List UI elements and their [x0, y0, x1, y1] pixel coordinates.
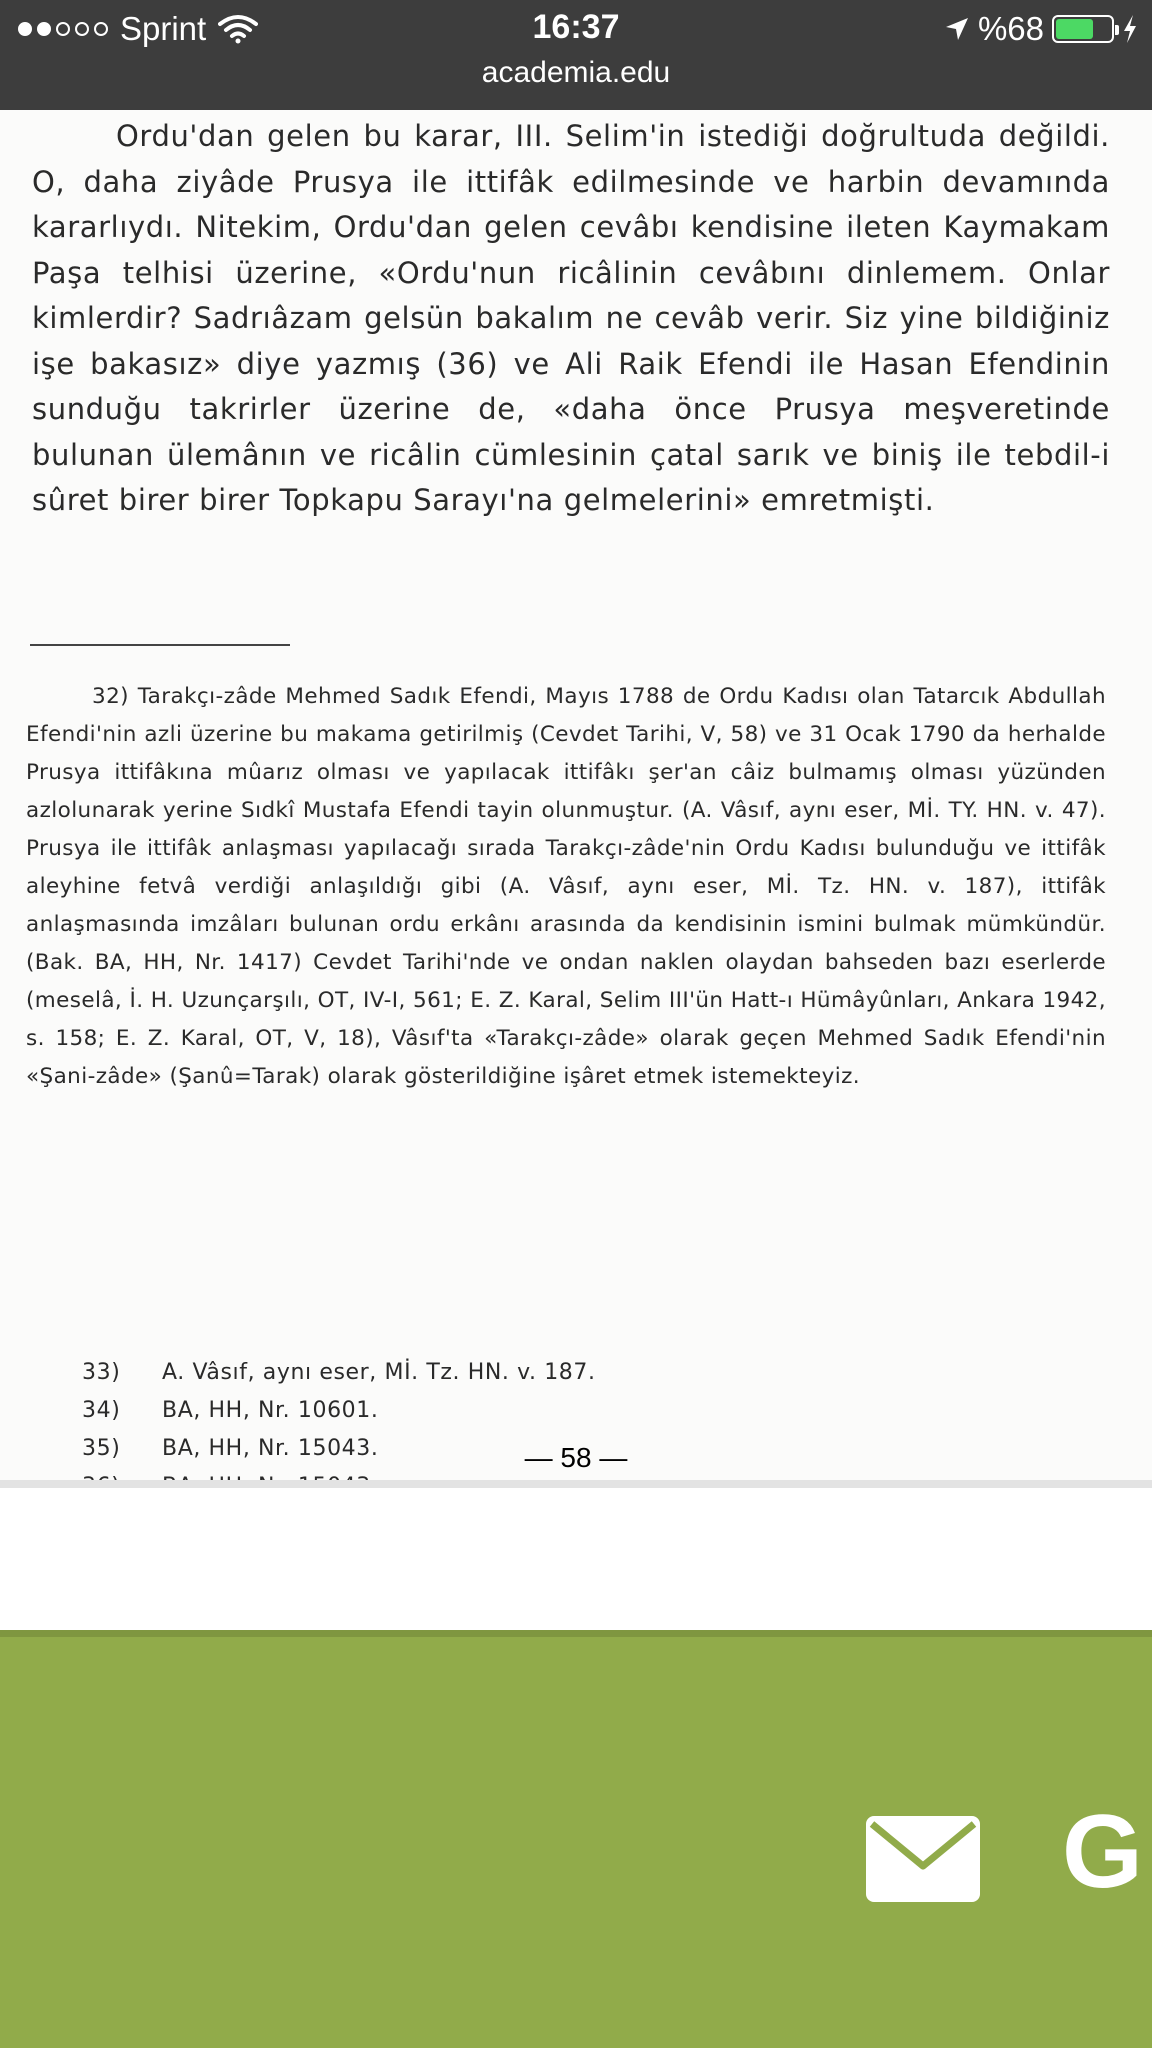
clock: 16:37 [532, 8, 620, 46]
footnote-number: 33) [82, 1360, 121, 1385]
page-number: — 58 — [524, 1442, 628, 1473]
footnote-32: 32) Tarakçı-zâde Mehmed Sadık Efendi, Mayıs 1788 de Ordu Kadısı olan Tatarcık Abdullah Efendi'nin azli üzerine bu makama getirilmiş (Cevdet Tarihi, V, 58) ve 31 Ocak 1790 da herhalde Prusya ittifâkına mûarız olması ve yapılacak ittifâkı şer'an câiz bulmamış olması yüzünden azlolunarak yerine Sıdkî Mustafa Efendi tayin olunmuştur. (A. Vâsıf, aynı eser, Mİ. TY. HN. v. 47). Prusya ile ittifâk anlaşması yapılacağı sırada Tarakçı-zâde'nin Ordu Kadısı bulunduğu ve ittifâk aleyhine fetvâ verdiği anlaşıldığı gibi (A. Vâsıf, aynı eser, Mİ. Tz. HN. v. 187), ittifâk anlaşmasında imzâları bulunan ordu erkânı arasında da kendisinin ismini bulmak mümkündür. (Bak. BA, HH, Nr. 1417) Cevdet Tarihi'nde ve ondan naklen olaydan bahseden bazı eserlerde (meselâ, İ. H. Uzunçarşılı, OT, IV-I, 561; E. Z. Karal, Selim III'ün Hatt-ı Hümâyûnları, Ankara 1942, s. 158; E. Z. Karal, OT, V, 18), Vâsıf'ta «Tarakçı-zâde» olarak geçen Mehmed Sadık Efendi'nin «Şani-zâde» (Şanû=Tarak) olarak gösterildiğine işâret etmek istemekteyiz. [26, 684, 1106, 1089]
footer-partial-letter: G [1062, 1794, 1143, 1910]
footnote-divider [30, 644, 290, 646]
footnote-number: 34) [82, 1398, 121, 1423]
status-right [944, 8, 1138, 50]
footnote-number: 35) [82, 1436, 121, 1461]
footnote-text: BA, HH, Nr. 15043. [162, 1436, 379, 1461]
charging-bolt-icon [1122, 14, 1138, 44]
footnote-text: BA, HH, Nr. 10601. [162, 1398, 379, 1423]
carrier-name: Sprint [120, 10, 207, 47]
envelope-icon[interactable] [866, 1816, 980, 1902]
status-bar [0, 0, 1152, 110]
footnote-34 [82, 1398, 378, 1423]
footnote-33 [82, 1360, 596, 1385]
url-bar[interactable]: academia.edu [481, 56, 671, 89]
footnote-text: A. Vâsıf, aynı eser, Mİ. Tz. HN. v. 187. [162, 1360, 596, 1385]
footer-top-edge [0, 1630, 1152, 1637]
body-paragraph: Ordu'dan gelen bu karar, III. Selim'in istediği doğrultuda değildi. O, daha ziyâde Prusya ile ittifâk edilmesinde ve harbin devamında kararlıydı. Nitekim, Ordu'dan gelen cevâbı kendisine ileten Kaymakam Paşa telhisi üzerine, «Ordu'nun ricâlinin cevâbını dinlemem. Onlar kimlerdir? Sadrıâzam gelsün bakalım ne cevâb verir. Siz yine bildiğiniz işe bakasız» diye yazmış (36) ve Ali Raik Efendi ile Hasan Efendinin sunduğu takrirler üzerine de, «daha önce Prusya meşveretinde bulunan ülemânın ve ricâlin cümlesinin çatal sarık ve biniş ile tebdil-i sûret birer birer Topkapu Sarayı'na gelmelerini» emretmişti. [32, 119, 1110, 517]
location-arrow-icon [944, 16, 970, 42]
document-page [0, 110, 1152, 1488]
share-footer [0, 1630, 1152, 2048]
page-edge [0, 1480, 1152, 1488]
battery-percent: %68 [977, 10, 1044, 47]
battery-icon [1052, 15, 1114, 43]
